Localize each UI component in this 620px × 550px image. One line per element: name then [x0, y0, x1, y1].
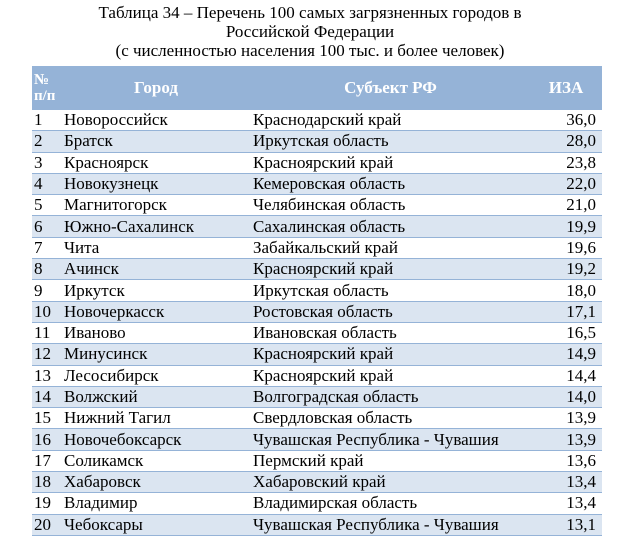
row-number: 14	[32, 386, 61, 407]
row-iza: 21,0	[530, 195, 602, 216]
row-city: Минусинск	[61, 344, 251, 365]
row-subject: Красноярский край	[251, 152, 530, 173]
table-row	[32, 450, 602, 471]
row-subject: Ростовская область	[251, 301, 530, 322]
header-subject: Субъект РФ	[251, 66, 530, 110]
row-number: 19	[32, 493, 61, 514]
row-subject: Челябинская область	[251, 195, 530, 216]
row-subject: Иркутская область	[251, 280, 530, 301]
row-iza: 13,9	[530, 408, 602, 429]
row-iza: 19,2	[530, 259, 602, 280]
row-iza: 13,1	[530, 514, 602, 535]
row-number: 8	[32, 259, 61, 280]
table-row	[32, 514, 602, 535]
table-row	[32, 386, 602, 407]
polluted-cities-table	[32, 66, 602, 536]
row-iza: 18,0	[530, 280, 602, 301]
table-row	[32, 152, 602, 173]
header-number	[32, 66, 61, 110]
row-iza: 13,4	[530, 493, 602, 514]
header-iza: ИЗА	[530, 66, 602, 110]
row-iza: 19,6	[530, 237, 602, 258]
table-row	[32, 344, 602, 365]
row-city: Соликамск	[61, 450, 251, 471]
row-city: Чебоксары	[61, 514, 251, 535]
row-iza: 14,4	[530, 365, 602, 386]
row-iza: 14,9	[530, 344, 602, 365]
row-number: 17	[32, 450, 61, 471]
table-caption	[0, 0, 620, 60]
row-number: 15	[32, 408, 61, 429]
row-subject: Краснодарский край	[251, 110, 530, 131]
row-subject: Чувашская Республика - Чувашия	[251, 429, 530, 450]
table-row	[32, 322, 602, 343]
row-number: 5	[32, 195, 61, 216]
row-subject: Забайкальский край	[251, 237, 530, 258]
row-city: Волжский	[61, 386, 251, 407]
header-row	[32, 66, 602, 110]
header-city: Город	[61, 66, 251, 110]
row-city: Братск	[61, 131, 251, 152]
row-city: Иваново	[61, 322, 251, 343]
row-number: 11	[32, 322, 61, 343]
row-iza: 19,9	[530, 216, 602, 237]
row-city: Красноярск	[61, 152, 251, 173]
row-number: 6	[32, 216, 61, 237]
row-subject: Красноярский край	[251, 365, 530, 386]
row-subject: Красноярский край	[251, 259, 530, 280]
row-iza: 28,0	[530, 131, 602, 152]
row-subject: Пермский край	[251, 450, 530, 471]
row-iza: 17,1	[530, 301, 602, 322]
header-number-line-1: №	[34, 72, 50, 88]
row-number: 9	[32, 280, 61, 301]
row-number: 20	[32, 514, 61, 535]
row-number: 18	[32, 472, 61, 493]
row-city: Магнитогорск	[61, 195, 251, 216]
table-row	[32, 259, 602, 280]
table-row	[32, 365, 602, 386]
row-subject: Свердловская область	[251, 408, 530, 429]
row-iza: 36,0	[530, 110, 602, 131]
row-iza: 13,6	[530, 450, 602, 471]
header-number-line-2: п/п	[34, 88, 56, 104]
table-body	[32, 110, 602, 535]
table-row	[32, 301, 602, 322]
caption-line-2: Российской Федерации	[225, 22, 395, 41]
table-row	[32, 280, 602, 301]
row-subject: Ивановская область	[251, 322, 530, 343]
row-subject: Хабаровский край	[251, 472, 530, 493]
row-city: Новочебоксарск	[61, 429, 251, 450]
row-city: Чита	[61, 237, 251, 258]
row-number: 10	[32, 301, 61, 322]
row-iza: 23,8	[530, 152, 602, 173]
table-row	[32, 110, 602, 131]
row-number: 7	[32, 237, 61, 258]
caption-line-1: Таблица 34 – Перечень 100 самых загрязненных городов в	[98, 3, 522, 22]
row-city: Новороссийск	[61, 110, 251, 131]
row-city: Новокузнецк	[61, 173, 251, 194]
table-row	[32, 173, 602, 194]
row-city: Нижний Тагил	[61, 408, 251, 429]
row-number: 3	[32, 152, 61, 173]
row-subject: Чувашская Республика - Чувашия	[251, 514, 530, 535]
table-row	[32, 237, 602, 258]
row-city: Хабаровск	[61, 472, 251, 493]
table-header	[32, 66, 602, 110]
row-number: 1	[32, 110, 61, 131]
row-number: 13	[32, 365, 61, 386]
row-city: Владимир	[61, 493, 251, 514]
row-city: Новочеркасск	[61, 301, 251, 322]
row-number: 2	[32, 131, 61, 152]
row-iza: 13,9	[530, 429, 602, 450]
row-city: Ачинск	[61, 259, 251, 280]
row-subject: Владимирская область	[251, 493, 530, 514]
row-number: 4	[32, 173, 61, 194]
table-row	[32, 408, 602, 429]
row-subject: Красноярский край	[251, 344, 530, 365]
row-iza: 14,0	[530, 386, 602, 407]
caption-line-3: (с численностью населения 100 тыс. и более человек)	[115, 41, 505, 60]
row-city: Лесосибирск	[61, 365, 251, 386]
table-row	[32, 472, 602, 493]
table-row	[32, 216, 602, 237]
table-row	[32, 429, 602, 450]
row-number: 16	[32, 429, 61, 450]
row-subject: Сахалинская область	[251, 216, 530, 237]
row-iza: 13,4	[530, 472, 602, 493]
row-subject: Волгоградская область	[251, 386, 530, 407]
row-iza: 16,5	[530, 322, 602, 343]
row-number: 12	[32, 344, 61, 365]
row-city: Иркутск	[61, 280, 251, 301]
row-subject: Иркутская область	[251, 131, 530, 152]
table-row	[32, 493, 602, 514]
row-iza: 22,0	[530, 173, 602, 194]
table-row	[32, 195, 602, 216]
row-subject: Кемеровская область	[251, 173, 530, 194]
table-row	[32, 131, 602, 152]
row-city: Южно-Сахалинск	[61, 216, 251, 237]
